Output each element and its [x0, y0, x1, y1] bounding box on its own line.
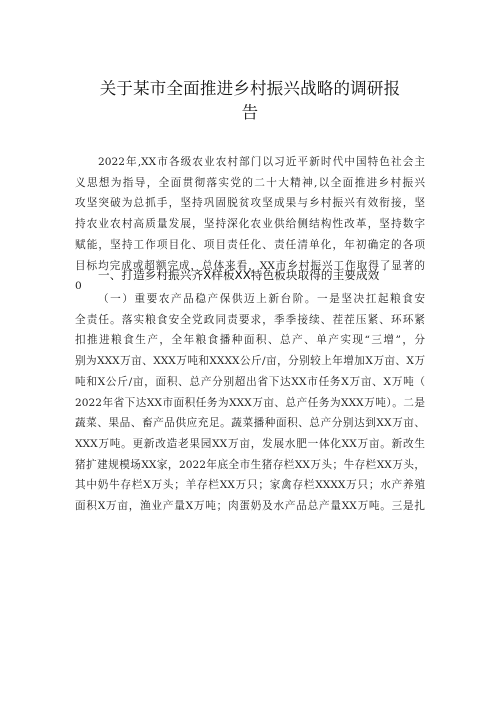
section-heading-1: 一、打造乡村振兴齐X样板XX特色板块取得的主要成效 [98, 268, 380, 282]
intro-line-1: 2022年,XX市各级农业农村部门以习近平新时代中国特色社会主 [98, 156, 425, 168]
section-line-3: 扣推进粮食生产，全年粮食播种面积、总产、单产实现“三增”，分 [75, 334, 425, 347]
section-line-5: 吨和X公斤/亩，面积、总产分别超出省下达XX市任务X万亩、X万吨（ [75, 375, 425, 388]
intro-line-3: 攻坚突破为总抓手，坚持巩固脱贫攻坚成果与乡村振兴有效衔接，坚 [75, 197, 425, 210]
section-line-11: 面积X万亩，渔业产量X万吨；肉蛋奶及水产品总产量XX万吨。三是扎 [75, 500, 425, 513]
section-line-10: 其中奶牛存栏X万头；羊存栏XX万只；家禽存栏XXXX万只；水产养殖 [75, 479, 425, 492]
section-line-1: （一）重要农产品稳产保供迈上新台阶。一是坚决扛起粮食安 [98, 293, 425, 305]
section-1-paragraph [75, 289, 425, 517]
intro-line-6: 目标均完成或超额完成，总体来看，XX市乡村振兴工作取得了显著的 [75, 259, 425, 272]
section-line-6: 2022年省下达XX市面积任务为XXX万亩、总产任务为XXX万吨）。二是 [75, 396, 425, 409]
section-line-2: 全责任。落实粮食安全党政同责要求，季季接续、茬茬压紧、环环紧 [75, 313, 425, 326]
report-title [90, 77, 410, 125]
section-line-4: 别为XXX万亩、XXX万吨和XXXX公斤/亩，分别较上年增加X万亩、X万 [75, 355, 425, 368]
section-line-8: XXX万吨。更新改造老果园XX万亩，发展水肥一体化XX万亩。新改生 [75, 437, 425, 450]
intro-line-4: 持农业农村高质量发展，坚持深化农业供给侧结构性改革，坚持数字 [75, 218, 425, 231]
section-line-9: 猪扩建规模场XX家，2022年底全市生猪存栏XX万头；牛存栏XX万头， [75, 458, 425, 471]
intro-line-7: 0 [75, 280, 82, 293]
report-title-line-1: 关于某市全面推进乡村振兴战略的调研报 [99, 79, 401, 98]
section-line-7: 蔬菜、果品、畜产品供应充足。蔬菜播种面积、总产分别达到XX万亩、 [75, 417, 425, 430]
report-title-line-2: 告 [241, 103, 259, 122]
intro-line-2: 义思想为指导，全面贯彻落实党的二十大精神,以全面推进乡村振兴 [75, 176, 425, 189]
intro-line-5: 赋能，坚持工作项目化、项目责任化、责任清单化，年初确定的各项 [75, 238, 425, 251]
